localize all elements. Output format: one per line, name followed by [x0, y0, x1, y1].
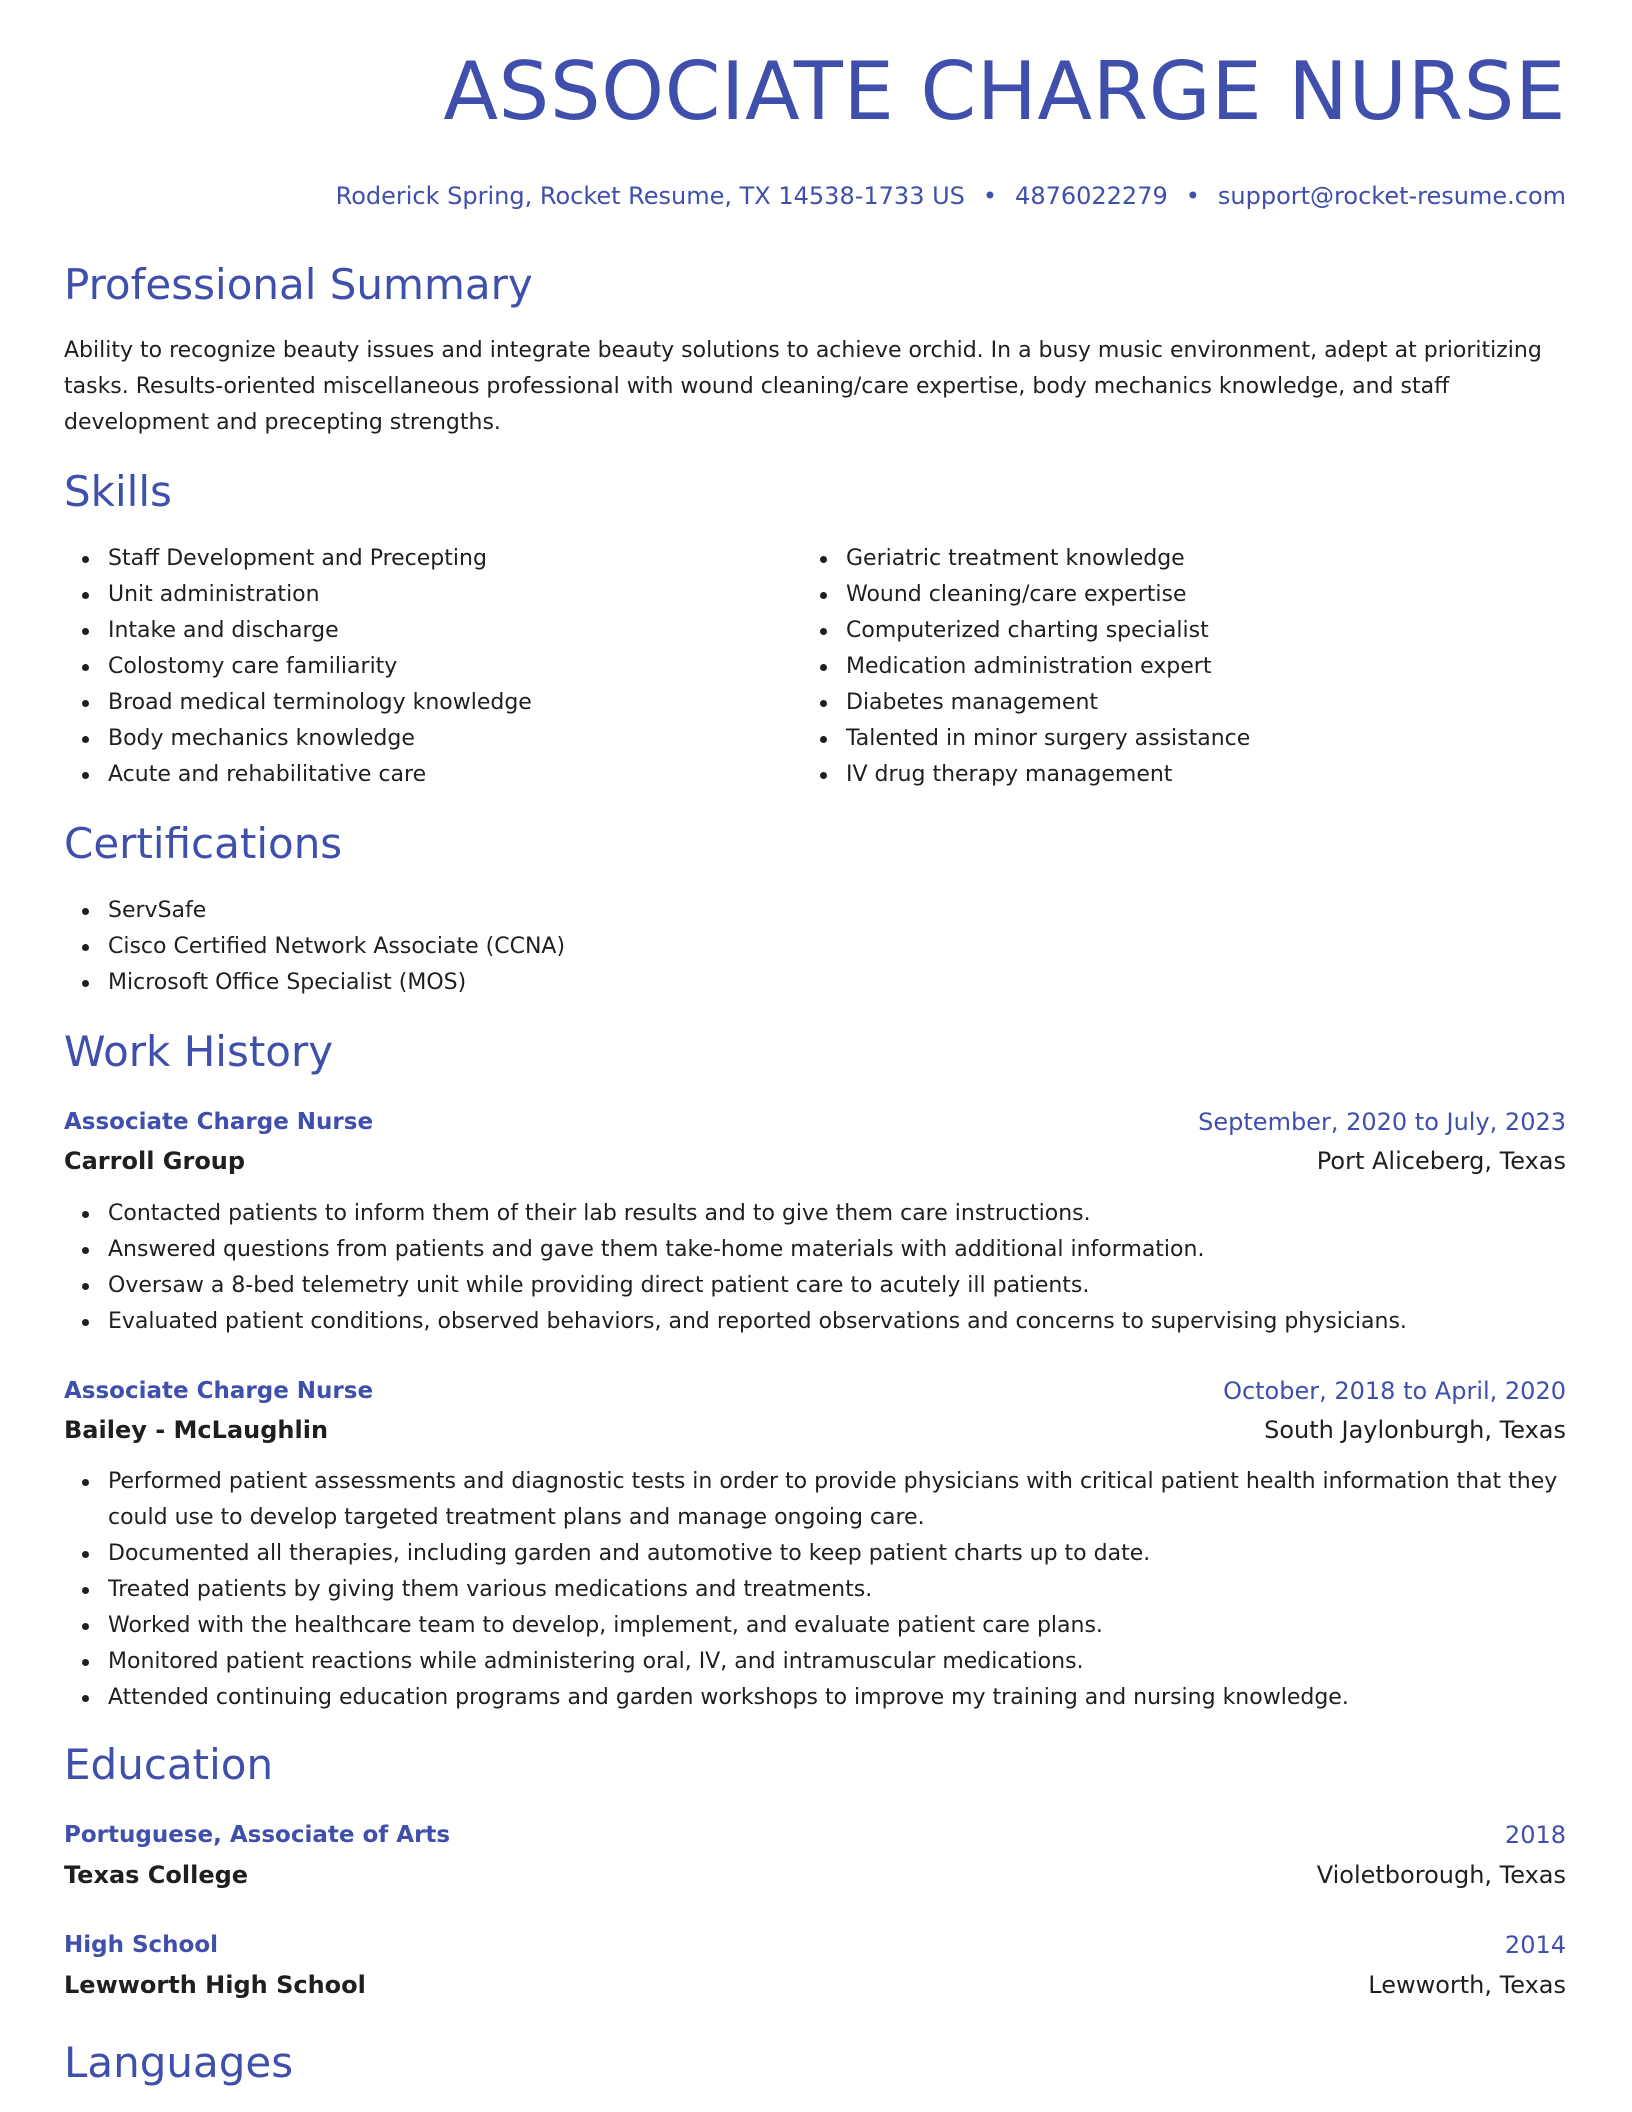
- skill-item: Diabetes management: [802, 685, 1562, 721]
- job-bullet: Answered questions from patients and gave them take-home materials with additional information.: [64, 1232, 1566, 1268]
- resume-title: ASSOCIATE CHARGE NURSE: [443, 45, 1566, 138]
- job-bullet: Worked with the healthcare team to develop, implement, and evaluate patient care plans.: [64, 1608, 1566, 1644]
- job-location: Port Aliceberg, Texas: [1316, 1147, 1566, 1175]
- skills-list-right: [802, 541, 1562, 793]
- job-dates: October, 2018 to April, 2020: [1223, 1377, 1566, 1405]
- job-bullet: Evaluated patient conditions, observed behaviors, and reported observations and concerns to supervising physicians.: [64, 1304, 1566, 1340]
- education-degree: High School: [64, 1932, 219, 1958]
- skill-item: IV drug therapy management: [802, 757, 1562, 793]
- skill-item: Staff Development and Precepting: [64, 541, 784, 577]
- certification-item: Microsoft Office Specialist (MOS): [64, 965, 1566, 1001]
- job-company-row: [64, 1412, 1566, 1448]
- skill-item: Acute and rehabilitative care: [64, 757, 784, 793]
- education-year: 2018: [1504, 1821, 1566, 1849]
- languages-heading: Languages: [64, 2038, 294, 2087]
- job-company: Bailey - McLaughlin: [64, 1416, 329, 1444]
- job-location: South Jaylonburgh, Texas: [1264, 1416, 1566, 1444]
- skill-item: Colostomy care familiarity: [64, 649, 784, 685]
- certification-item: Cisco Certified Network Associate (CCNA): [64, 929, 1566, 965]
- education-year: 2014: [1504, 1931, 1566, 1959]
- certifications-list: [64, 893, 1566, 1001]
- job-dates: September, 2020 to July, 2023: [1198, 1108, 1566, 1136]
- job-bullet: Monitored patient reactions while administering oral, IV, and intramuscular medications.: [64, 1644, 1566, 1680]
- skills-list-left: [64, 541, 784, 793]
- skill-item: Talented in minor surgery assistance: [802, 721, 1562, 757]
- skill-item: Broad medical terminology knowledge: [64, 685, 784, 721]
- education-location: Lewworth, Texas: [1368, 1971, 1566, 1999]
- education-school-row: [64, 1857, 1566, 1893]
- contact-phone[interactable]: 4876022279: [1015, 182, 1168, 210]
- skill-item: Unit administration: [64, 577, 784, 613]
- contact-email[interactable]: support@rocket-resume.com: [1217, 182, 1566, 210]
- job-bullet: Attended continuing education programs and garden workshops to improve my training and nursing knowledge.: [64, 1680, 1566, 1716]
- job-bullet: Oversaw a 8-bed telemetry unit while providing direct patient care to acutely ill patients.: [64, 1268, 1566, 1304]
- contact-line: [336, 182, 1566, 211]
- certification-item: ServSafe: [64, 893, 1566, 929]
- work-history-heading: Work History: [64, 1027, 334, 1076]
- job-bullet: Performed patient assessments and diagnostic tests in order to provide physicians with critical patient health information that they could use to develop targeted treatment plans and manage ongoing care.: [64, 1464, 1566, 1536]
- contact-address: Roderick Spring, Rocket Resume, TX 14538-1733 US: [335, 182, 965, 210]
- job-bullet: Documented all therapies, including garden and automotive to keep patient charts up to date.: [64, 1536, 1566, 1572]
- education-degree: Portuguese, Associate of Arts: [64, 1822, 451, 1848]
- job-company-row: [64, 1143, 1566, 1179]
- job-header-row: [64, 1373, 1566, 1409]
- job-header-row: [64, 1104, 1566, 1140]
- job-bullet: Contacted patients to inform them of their lab results and to give them care instructions.: [64, 1196, 1566, 1232]
- job-bullet: Treated patients by giving them various medications and treatments.: [64, 1572, 1566, 1608]
- skills-heading: Skills: [64, 467, 172, 516]
- summary-text: Ability to recognize beauty issues and integrate beauty solutions to achieve orchid. In a busy music environment, adept at prioritizing tasks. Results-oriented miscellaneous professional with wound cleaning/care expertise, body mechanics knowledge, and staff development and precepting strengths.: [64, 338, 1542, 435]
- education-school-row: [64, 1967, 1566, 2003]
- summary-heading: Professional Summary: [64, 260, 533, 309]
- job-bullets: [64, 1196, 1566, 1340]
- education-header-row: [64, 1927, 1566, 1963]
- skill-item: Computerized charting specialist: [802, 613, 1562, 649]
- contact-separator: •: [1185, 182, 1200, 210]
- certifications-heading: Certifications: [64, 819, 343, 868]
- contact-separator: •: [982, 182, 998, 210]
- education-school: Texas College: [64, 1861, 249, 1889]
- skill-item: Geriatric treatment knowledge: [802, 541, 1562, 577]
- education-header-row: [64, 1817, 1566, 1853]
- education-location: Violetborough, Texas: [1316, 1861, 1566, 1889]
- skill-item: Body mechanics knowledge: [64, 721, 784, 757]
- skill-item: Intake and discharge: [64, 613, 784, 649]
- education-heading: Education: [64, 1740, 274, 1789]
- education-school: Lewworth High School: [64, 1971, 366, 1999]
- job-title: Associate Charge Nurse: [64, 1378, 374, 1404]
- job-title: Associate Charge Nurse: [64, 1109, 374, 1135]
- job-company: Carroll Group: [64, 1147, 246, 1175]
- skill-item: Wound cleaning/care expertise: [802, 577, 1562, 613]
- skill-item: Medication administration expert: [802, 649, 1562, 685]
- job-bullets: [64, 1464, 1566, 1716]
